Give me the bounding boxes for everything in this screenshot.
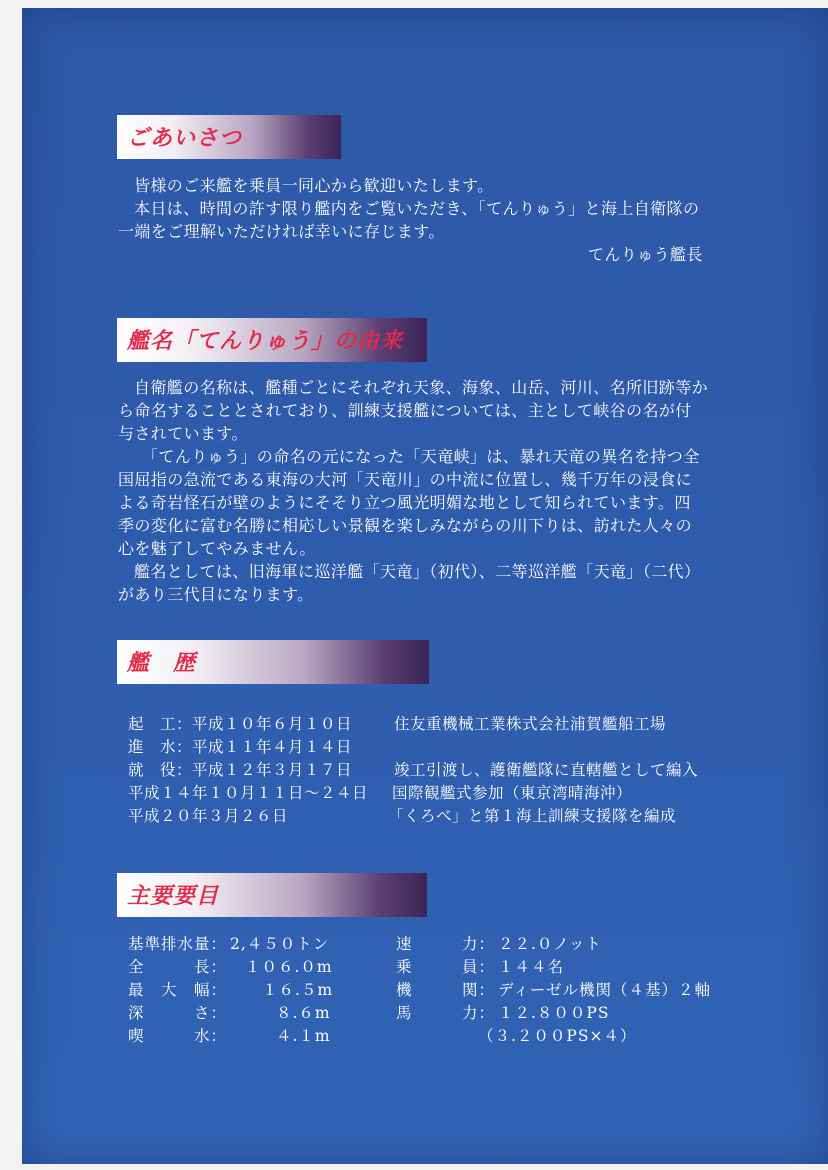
- spec-value-depth: ８.６m: [276, 1004, 331, 1022]
- history-event-3: 竣工引渡し、護衛艦隊に直轄艦として編入: [394, 761, 699, 779]
- origin-header: [117, 318, 427, 362]
- spec-label-displacement: 基準排水量：: [128, 935, 228, 953]
- greeting-line-2: 本日は、時間の許す限り艦内をご覧いただき、「てんりゅう」と海上自衛隊の: [134, 199, 700, 218]
- history-date-3: 就 役：平成１２年３月１７日: [128, 761, 353, 779]
- spec-label-crew: 乗 員：: [396, 958, 496, 976]
- origin-line-2: ら命名することとされており、訓練支援艦については、主として峡谷の名が付: [118, 401, 692, 420]
- specs-header: [117, 873, 427, 917]
- history-date-2: 進 水：平成１１年４月１４日: [128, 738, 353, 756]
- origin-line-4: 「てんりゅう」の命名の元になった「天竜峡」は、暴れ天竜の異名を持つ全: [142, 447, 700, 466]
- spec-label-beam: 最 大 幅：: [128, 981, 228, 999]
- spec-value-power: １２.８００PS: [498, 1004, 610, 1022]
- origin-line-8: 心を魅了してやみません。: [118, 539, 316, 558]
- greeting-line-1: 皆様のご来艦を乗員一同心から歓迎いたします。: [134, 176, 494, 195]
- spec-label-engine: 機 関：: [396, 981, 496, 999]
- spec-label-depth: 深 さ：: [128, 1004, 228, 1022]
- greeting-signature: てんりゅう艦長: [588, 245, 703, 264]
- history-date-4: 平成１４年１０月１１日～２４日: [128, 784, 369, 802]
- spec-value-crew: １４４名: [498, 958, 565, 976]
- spec-value-length: １０６.０m: [245, 958, 333, 976]
- spec-value-speed: ２２.０ノット: [498, 935, 602, 953]
- spec-label-length: 全 長：: [128, 958, 228, 976]
- origin-line-6: よる奇岩怪石が壁のようにそそり立つ風光明媚な地として知られています。四: [118, 493, 691, 512]
- history-header: [117, 640, 429, 684]
- spec-value-power-detail: （３.２００PS×４）: [478, 1027, 637, 1045]
- spec-label-speed: 速 力：: [396, 935, 496, 953]
- origin-title: 艦名「てんりゅう」の由来: [127, 328, 404, 354]
- spec-label-draft: 喫 水：: [128, 1027, 228, 1045]
- origin-line-9: 艦名としては、旧海軍に巡洋艦「天竜」（初代）、二等巡洋艦「天竜」（二代）: [134, 562, 701, 581]
- specs-title: 主要要目: [127, 883, 220, 909]
- history-event-5: 「くろべ」と第１海上訓練支援隊を編成: [388, 807, 677, 825]
- spec-label-power: 馬 力：: [396, 1004, 496, 1022]
- origin-line-10: があり三代目になります。: [118, 585, 314, 604]
- spec-value-displacement: 2,４５０トン: [230, 935, 330, 953]
- history-event-1: 住友重機械工業株式会社浦賀艦船工場: [394, 715, 667, 733]
- history-date-5: 平成２０年３月２６日: [128, 807, 289, 825]
- history-title: 艦 歴: [127, 650, 197, 676]
- greeting-line-3: 一端をご理解いただければ幸いに存じます。: [118, 222, 445, 241]
- greeting-header: [117, 115, 341, 159]
- origin-line-1: 自衛艦の名称は、艦種ごとにそれぞれ天象、海象、山岳、河川、名所旧跡等か: [134, 378, 709, 397]
- origin-line-3: 与されています。: [118, 424, 248, 443]
- history-date-1: 起 工：平成１０年６月１０日: [128, 715, 353, 733]
- history-event-4: 国際観艦式参加（東京湾晴海沖）: [392, 784, 633, 802]
- origin-line-7: 季の変化に富む名勝に相応しい景観を楽しみながらの川下りは、訪れた人々の: [118, 516, 693, 535]
- spec-value-draft: ４.１m: [276, 1027, 331, 1045]
- greeting-title: ごあいさつ: [127, 125, 243, 151]
- spec-value-engine: ディーゼル機関（４基）２軸: [498, 981, 711, 999]
- spec-value-beam: １６.５m: [262, 981, 334, 999]
- origin-line-5: 国屈指の急流である東海の大河「天竜川」の中流に位置し、幾千万年の浸食に: [118, 470, 693, 489]
